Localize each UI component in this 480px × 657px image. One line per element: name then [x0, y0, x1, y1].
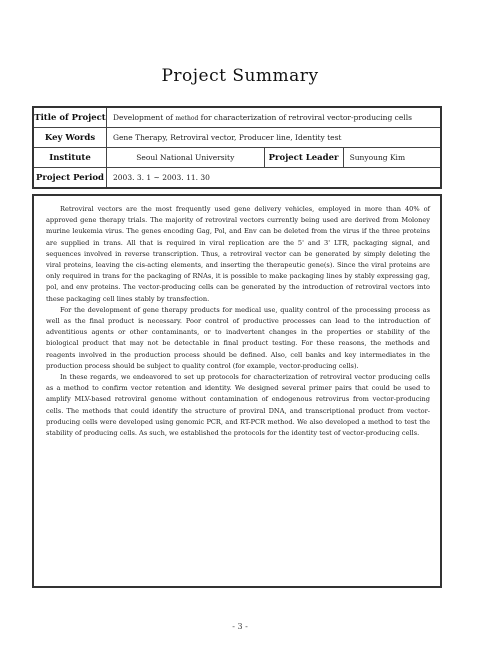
- institute-row: [33, 148, 441, 168]
- project-leader-value: Sunyoung Kim: [343, 148, 441, 168]
- summary-text: [46, 204, 430, 439]
- project-period-value: 2003. 3. 1 ~ 2003. 11. 30: [107, 168, 442, 189]
- project-info-table: [32, 106, 442, 189]
- keywords-label: Key Words: [33, 128, 107, 148]
- summary-paragraph-1: Retroviral vectors are the most frequently used gene delivery vehicles, employed in more than 40% of approved gene therapy trials. The majority of retroviral vectors currently being used are derived from Moloney murine leukemia virus. The genes encoding Gag, Pol, and Env can be deleted from the virus if the three proteins are supplied in trans. All that is required in viral replication are the 5' and 3' LTR, packaging signal, and sequences involved in reverse transcription. Thus, a retroviral vector can be generated by simply deleting the viral proteins, leaving the cis-acting elements, and inserting the therapeutic gene(s). Since the viral proteins are only required in trans for the packaging of RNAs, it is possible to make packaging lines by stably expressing gag, pol, and env proteins. The vector-producing cells can be generated by the introduction of retroviral vectors into these packaging cell lines stably by transfection.: [46, 205, 430, 303]
- keywords-value: Gene Therapy, Retroviral vector, Producer line, Identity test: [107, 128, 442, 148]
- keywords-row: [33, 128, 441, 148]
- institute-label: Institute: [33, 148, 107, 168]
- summary-box: [32, 194, 442, 588]
- title-value-small: method: [175, 115, 199, 122]
- summary-paragraph-3: In these regards, we endeavored to set up protocols for characterization of retroviral vector producing cells as a method to confirm vector retention and identity. We designed several primer pairs that could be used to amplify MLV-based retroviral genome without contamination of endogenous retrovirus from vector-producing cells. The methods that could identify the structure of proviral DNA, and transcriptional product from vector-producing cells were developed using genomic PCR, and RT-PCR method. We also developed a method to test the stability of producing cells. As such, we established the protocols for the identity test of vector-producing cells.: [46, 373, 430, 438]
- project-leader-label: Project Leader: [264, 148, 343, 168]
- project-period-label: Project Period: [33, 168, 107, 189]
- period-row: [33, 168, 441, 189]
- title-value-part-b: for characterization of retroviral vector-producing cells: [200, 113, 412, 122]
- title-of-project-label: Title of Project: [33, 107, 107, 128]
- title-value-part-a: Development of: [113, 113, 173, 122]
- institute-value: Seoul National University: [107, 148, 265, 168]
- title-of-project-value: [107, 107, 442, 128]
- summary-paragraph-2: For the development of gene therapy products for medical use, quality control of the processing process as well as the final product is necessary. Poor control of productive processes can lead to the introduction of adventitious agents or other contaminants, or to inadvertent changes in the properties or stability of the biological product that may not be detectable in final product testing. For these reasons, the methods and reagents involved in the production process should be defined. Also, cell banks and key intermediates in the production process should be subject to quality control (for example, vector-producing cells).: [46, 305, 430, 370]
- page-title: Project Summary: [161, 66, 319, 86]
- title-row: [33, 107, 441, 128]
- page-number: - 3 -: [232, 622, 248, 631]
